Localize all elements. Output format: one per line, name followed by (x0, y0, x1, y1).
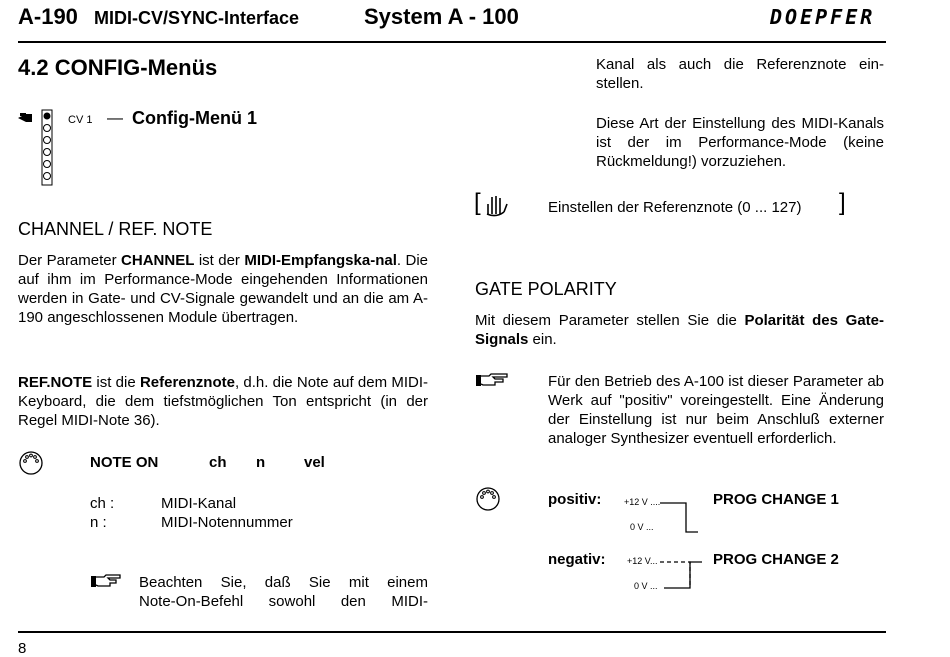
midi-msg-vel: vel (304, 454, 325, 471)
positive-label: positiv: (548, 491, 602, 508)
continuation-line-2: stellen. (596, 75, 644, 92)
gate-polarity-intro: Mit diesem Parameter stellen Sie die Polarität des Gate-Signals ein. (475, 312, 884, 348)
channel-heading: CHANNEL / REF. NOTE (18, 219, 213, 239)
neg-0v-label: 0 V ... (634, 581, 658, 591)
bracket-open: [ (474, 189, 481, 216)
neg-12v-label: +12 V... (627, 556, 658, 566)
factory-setting-hint: Für den Betrieb des A-100 ist dieser Parameter ab Werk auf "positiv" voreingestellt. Eine Änderung der Einstellung ist nur beim Anschluß externer analoger Synthesizer eventuell erforderlich. (548, 373, 884, 447)
prog-change-2: PROG CHANGE 2 (713, 551, 839, 568)
def-val-ch: MIDI-Kanal (161, 495, 237, 512)
pos-0v-label: 0 V ... (630, 522, 654, 532)
pos-12v-label: +12 V .... (624, 497, 661, 507)
channel-setting-paragraph: Diese Art der Einstellung des MIDI-Kanals ist der im Performance-Mode (keine Rückmeldung!) vorzuziehen. (596, 115, 884, 170)
bracket-text: Einstellen der Referenznote (0 ... 127) (548, 199, 802, 216)
channel-paragraph: Der Parameter CHANNEL ist der MIDI-Empfangska-nal. Die auf ihm im Performance-Mode eingehenden Informationen werden in Gate- und CV-Signale gewandelt und an die am A-190 angeschlossenen Module übertragen. (18, 252, 428, 326)
continuation-line-1: Kanal als auch die Referenznote ein- (596, 56, 884, 73)
menu-tag: CV 1 (68, 114, 93, 126)
page-number: 8 (18, 640, 27, 657)
brand-logo: DOEPFER (770, 5, 876, 29)
def-key-ch: ch : (90, 495, 115, 512)
midi-socket-icon (475, 486, 501, 512)
positive-gate-waveform (660, 500, 700, 536)
midi-msg-note-on: NOTE ON (90, 454, 159, 471)
negative-gate-waveform (660, 558, 704, 594)
midi-msg-n: n (256, 454, 266, 471)
bracket-close: ] (839, 189, 846, 216)
def-key-n: n : (90, 514, 107, 531)
system-title: System A - 100 (364, 4, 519, 29)
def-val-n: MIDI-Notennummer (161, 514, 293, 531)
note-line-1: Beachten Sie, daß Sie mit einem (139, 574, 428, 591)
menu-title: Config-Menü 1 (132, 108, 257, 128)
pointing-hand-icon (475, 372, 509, 388)
refnote-paragraph: REF.NOTE ist die Referenznote, d.h. die Note auf dem MIDI-Keyboard, die dem tiefstmöglichen Ton entspricht (in der Regel MIDI-Note 36). (18, 374, 428, 429)
note-line-2: Note-On-Befehl sowohl den MIDI- (139, 593, 428, 610)
prog-change-1: PROG CHANGE 1 (713, 491, 839, 508)
gate-polarity-heading: GATE POLARITY (475, 279, 617, 299)
negative-label: negativ: (548, 551, 606, 568)
section-title: 4.2 CONFIG-Menüs (18, 55, 218, 80)
menu-dash: — (107, 110, 123, 127)
module-name: MIDI-CV/SYNC-Interface (94, 8, 300, 28)
header-rule (18, 41, 886, 43)
midi-socket-icon (18, 450, 44, 476)
footer-rule (18, 631, 886, 633)
led-column-icon (16, 108, 66, 188)
hand-adjust-icon (484, 194, 510, 218)
midi-msg-ch: ch (209, 454, 227, 471)
module-number: A-190 (18, 4, 78, 29)
pointing-hand-icon (90, 573, 122, 589)
